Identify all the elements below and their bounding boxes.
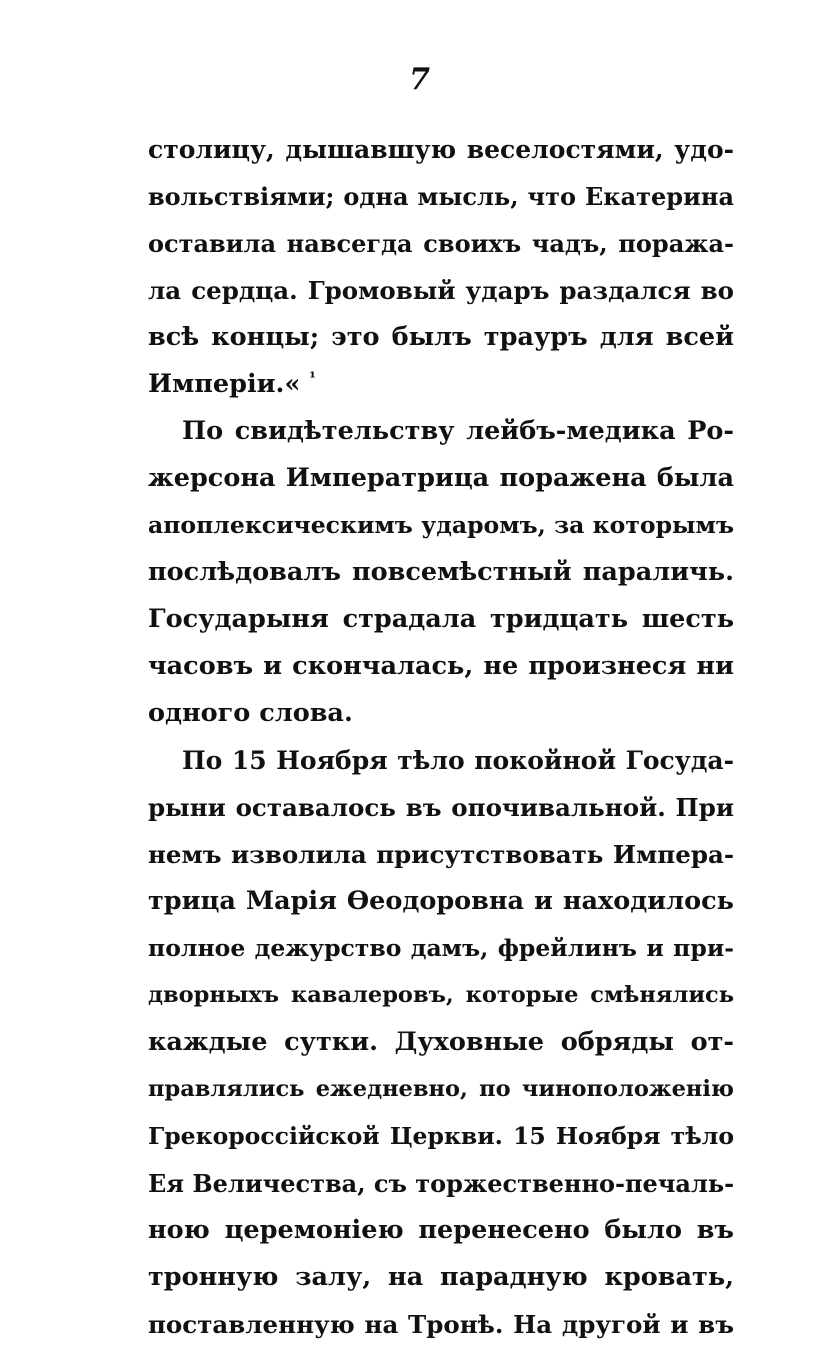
text-line: По 15 Ноября тѣло покойной Госуда- <box>182 746 734 775</box>
paragraph-1 <box>148 126 734 408</box>
text-line: Ея Величества, съ торжественно-печаль- <box>148 1169 734 1198</box>
text-line: столицу, дышавшую веселостями, удо- <box>148 135 734 164</box>
paragraph-2 <box>148 408 734 737</box>
text-line: правлялись ежедневно, по чиноположенію <box>148 1076 734 1102</box>
text-line: послѣдовалъ повсемѣстный параличь. <box>148 557 734 587</box>
text-line: каждые сутки. Духовные обряды от- <box>148 1027 734 1057</box>
text-line-content: Имперіи.« <box>148 369 301 399</box>
body-text <box>148 126 734 1348</box>
text-line: ною церемоніею перенесено было въ <box>148 1215 734 1245</box>
text-line: полное дежурство дамъ, фрейлинъ и при- <box>148 934 734 962</box>
text-line: дворныхъ кавалеровъ, которые смѣнялись <box>148 982 734 1008</box>
text-line: Государыня страдала тридцать шесть <box>148 604 734 634</box>
text-line: Грекороссійской Церкви. 15 Ноября тѣло <box>148 1122 734 1150</box>
text-line: тронную залу, на парадную кровать, <box>148 1262 734 1292</box>
page-number: 7 <box>409 62 431 97</box>
text-line: вольствіями; одна мысль, что Екатерина <box>148 182 734 211</box>
paragraph-3 <box>148 737 734 1348</box>
text-line: апоплексическимъ ударомъ, за которымъ <box>148 511 734 539</box>
text-line: немъ изволила присутствовать Импера- <box>148 840 734 869</box>
text-line: одного слова. <box>148 698 353 728</box>
text-line: По свидѣтельству лейбъ-медика Ро- <box>182 416 734 446</box>
text-line: жерсона Императрица поражена была <box>148 463 734 493</box>
text-line: рыни оставалось въ опочивальной. При <box>148 793 734 822</box>
text-line: часовъ и скончалась, не произнеся ни <box>148 651 734 681</box>
text-line: трица Марія Ѳеодоровна и находилось <box>148 886 734 916</box>
text-line: ла сердца. Громовый ударъ раздался во <box>148 276 734 305</box>
text-line: всѣ концы; это былъ трауръ для всей <box>148 322 734 352</box>
text-line: поставленную на Тронѣ. На другой и въ <box>148 1310 734 1339</box>
footnote-mark: ¹ <box>309 368 316 387</box>
text-line: оставила навсегда своихъ чадъ, поража- <box>148 229 734 258</box>
text-line <box>148 361 734 408</box>
